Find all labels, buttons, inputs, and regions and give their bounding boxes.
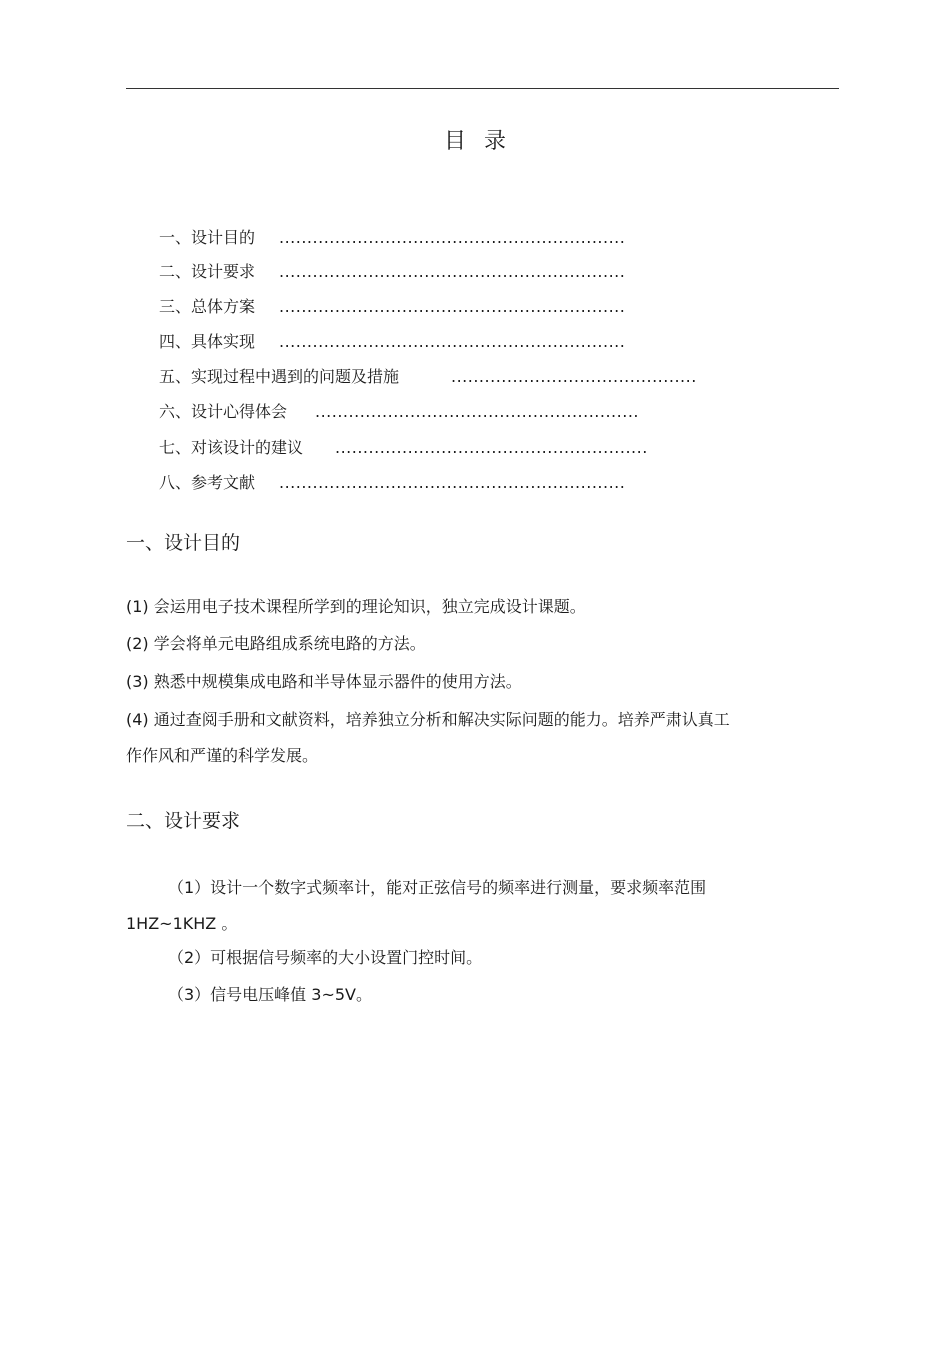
toc-entry-label: 七、对该设计的建议	[159, 438, 304, 457]
paragraph: （1）设计一个数字式频率计，能对正弦信号的频率进行测量，要求频率范围	[168, 878, 707, 897]
toc-entry[interactable]	[159, 228, 626, 248]
toc-entry-leader: ..............................................................	[279, 228, 626, 247]
section-heading-design-purpose: 一、设计目的	[126, 532, 241, 554]
toc-entry-leader: ..............................................................	[279, 297, 626, 316]
toc-entry-leader: ..........................................................	[315, 402, 639, 421]
paragraph: （2）可根据信号频率的大小设置门控时间。	[168, 948, 483, 967]
toc-entry-leader: ..............................................................	[279, 332, 626, 351]
toc-entry[interactable]	[159, 367, 697, 387]
paragraph: 作作风和严谨的科学发展。	[126, 746, 319, 765]
toc-entry-label: 八、参考文献	[159, 473, 256, 492]
paragraph: (1) 会运用电子技术课程所学到的理论知识，独立完成设计课题。	[126, 597, 586, 616]
toc-entry[interactable]	[159, 297, 626, 317]
toc-entry-label: 二、设计要求	[159, 262, 256, 281]
paragraph: (4) 通过查阅手册和文献资料，培养独立分析和解决实际问题的能力。培养严肃认真工	[126, 710, 730, 729]
toc-entry-leader: ........................................................	[335, 438, 648, 457]
toc-entry-leader: ............................................	[451, 367, 697, 386]
toc-entry[interactable]	[159, 438, 648, 458]
toc-title: 目录	[443, 129, 524, 154]
toc-entry-label: 六、设计心得体会	[159, 402, 288, 421]
paragraph: (2) 学会将单元电路组成系统电路的方法。	[126, 634, 426, 653]
toc-entry[interactable]	[159, 473, 626, 493]
toc-entry-label: 一、设计目的	[159, 228, 256, 247]
paragraph: （3）信号电压峰值 3~5V。	[168, 985, 372, 1004]
toc-entry[interactable]	[159, 262, 626, 282]
paragraph: 1HZ~1KHZ 。	[126, 914, 238, 933]
section-heading-design-requirements: 二、设计要求	[126, 810, 241, 832]
toc-entry-label: 三、总体方案	[159, 297, 256, 316]
header-rule	[126, 88, 839, 89]
toc-entry-leader: ..............................................................	[279, 262, 626, 281]
toc-entry[interactable]	[159, 402, 639, 422]
toc-entry[interactable]	[159, 332, 626, 352]
toc-entry-label: 四、具体实现	[159, 332, 256, 351]
toc-entry-label: 五、实现过程中遇到的问题及措施	[159, 367, 400, 386]
toc-entry-leader: ..............................................................	[279, 473, 626, 492]
paragraph: (3) 熟悉中规模集成电路和半导体显示器件的使用方法。	[126, 672, 522, 691]
